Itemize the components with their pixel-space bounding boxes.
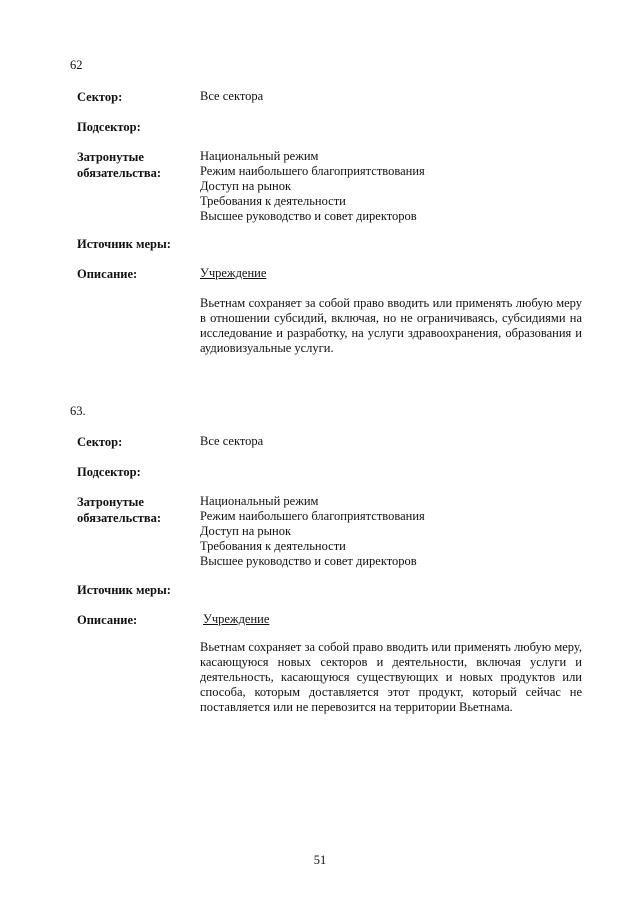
obligations-list	[200, 494, 425, 569]
obligation-item: Режим наибольшего благоприятствования	[200, 509, 425, 523]
obligations-label-line1: Затронутые	[77, 150, 144, 164]
description-heading: Учреждение	[203, 612, 270, 626]
source-label: Источник меры:	[77, 237, 171, 251]
obligation-item: Требования к деятельности	[200, 194, 346, 208]
description-label: Описание:	[77, 267, 138, 281]
description-text: Вьетнам сохраняет за собой право вводить или применять любую меру в отношении субсидий, включая, но не ограничиваясь, субсидиями на исследование и разработку, на услуги здравоохранения, образования и аудиовизуальные услуги.	[200, 296, 582, 355]
obligation-item: Доступ на рынок	[200, 179, 292, 193]
obligations-list	[200, 149, 425, 224]
sector-value: Все сектора	[200, 434, 264, 448]
sector-value: Все сектора	[200, 89, 264, 103]
sector-label: Сектор:	[77, 90, 123, 104]
page-number: 51	[313, 853, 327, 867]
obligation-item: Требования к деятельности	[200, 539, 346, 553]
obligation-item: Доступ на рынок	[200, 524, 292, 538]
obligation-item: Национальный режим	[200, 494, 319, 508]
description-heading: Учреждение	[200, 266, 267, 280]
obligation-item: Режим наибольшего благоприятствования	[200, 164, 425, 178]
subsector-label: Подсектор:	[77, 465, 141, 479]
obligations-label-line2: обязательства:	[77, 166, 162, 180]
description-text: Вьетнам сохраняет за собой право вводить или применять любую меру, касающуюся новых секторов и деятельности, включая услуги и деятельность, касающуюся существующих и новых продуктов или способа, которым доставляется этот продукт, который сейчас не поставляется или не перевозится на территории Вьетнама.	[200, 640, 582, 714]
obligations-label-line2: обязательства:	[77, 511, 162, 525]
source-label: Источник меры:	[77, 583, 171, 597]
obligations-label-line1: Затронутые	[77, 495, 144, 509]
obligation-item: Высшее руководство и совет директоров	[200, 554, 417, 568]
obligations-label	[77, 149, 161, 181]
obligation-item: Национальный режим	[200, 149, 319, 163]
description-label: Описание:	[77, 613, 138, 627]
obligation-item: Высшее руководство и совет директоров	[200, 209, 417, 223]
obligations-label	[77, 494, 161, 526]
entry-number: 63.	[70, 404, 86, 418]
subsector-label: Подсектор:	[77, 120, 141, 134]
sector-label: Сектор:	[77, 435, 123, 449]
entry-number: 62	[70, 58, 83, 72]
